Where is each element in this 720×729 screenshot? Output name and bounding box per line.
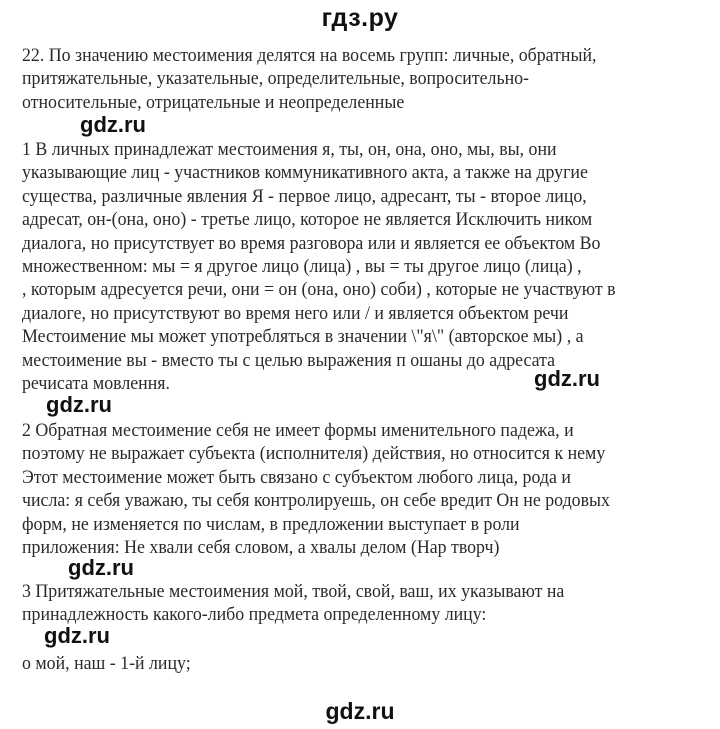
text-line: множественном: мы = я другое лицо (лица) , вы = ты другое лицо (лица) , [22, 256, 582, 278]
intro-paragraph [22, 44, 664, 114]
text-line: числа: я себя уважаю, ты себя контролируешь, он себе вредит Он не родовых [22, 490, 610, 512]
text-line: Этот местоимение может быть связано с субъектом любого лица, рода и [22, 466, 571, 488]
text-line: адресат, он-(она, оно) - третье лицо, которое не является Исключить ником [22, 209, 593, 231]
watermark-inline: gdz.ru [534, 366, 600, 391]
text-line: , которым адресуется речи, они = он (она, оно) соби) , которые не участвуют в [22, 279, 616, 301]
watermark-inline: gdz.ru [46, 392, 112, 417]
text-line: диалоге, но присутствуют во время него или / и является объектом речи [22, 302, 569, 324]
watermark-top: гдз.ру [321, 4, 399, 32]
text-line: 22. По значению местоимения делятся на восемь групп: личные, обратный, [22, 45, 597, 66]
watermark-bottom: gdz.ru [325, 698, 395, 724]
text-line: принадлежность какого-либо предмета определенному лицу: [22, 604, 487, 626]
text-line: местоимение вы - вместо ты с целью выражения п ошаны до адресата [22, 349, 556, 371]
text-line: поэтому не выражает субъекта (исполнителя) действия, но относится к нему [22, 443, 606, 465]
watermark-inline: gdz.ru [68, 555, 134, 580]
section-3-item [22, 652, 664, 675]
text-line: указывающие лиц - участников коммуникативного акта, а также на другие [22, 162, 588, 184]
section-1-paragraph [22, 138, 664, 395]
watermark-inline: gdz.ru [44, 623, 110, 648]
text-line: 3 Притяжательные местоимения мой, твой, свой, ваш, их указывают на [22, 581, 565, 602]
section-3-paragraph [22, 580, 664, 627]
watermark-inline: gdz.ru [80, 112, 146, 137]
text-line: Местоимение мы может употребляться в значении \"я\" (авторское мы) , а [22, 326, 584, 348]
text-line: 2 Обратная местоимение себя не имеет формы именительного падежа, и [22, 420, 574, 441]
section-2-paragraph [22, 419, 664, 559]
text-line: приложения: Не хвали себя словом, а хвалы делом (Нар творч) [22, 537, 500, 559]
text-line: существа, различные явления Я - первое лицо, адресант, ты - второе лицо, [22, 185, 587, 207]
text-line: 1 В личных принадлежат местоимения я, ты, он, она, оно, мы, вы, они [22, 139, 557, 160]
text-line: притяжательные, указательные, определительные, вопросительно- [22, 68, 530, 90]
text-line: форм, не изменяется по числам, в предложении выступает в роли [22, 513, 520, 535]
text-line: о мой, наш - 1-й лицу; [22, 653, 191, 674]
text-line: речисата мовлення. [22, 373, 170, 395]
text-line: относительные, отрицательные и неопределенные [22, 91, 405, 113]
text-line: диалога, но присутствует во время разговора или и является ее объектом Во [22, 232, 601, 254]
